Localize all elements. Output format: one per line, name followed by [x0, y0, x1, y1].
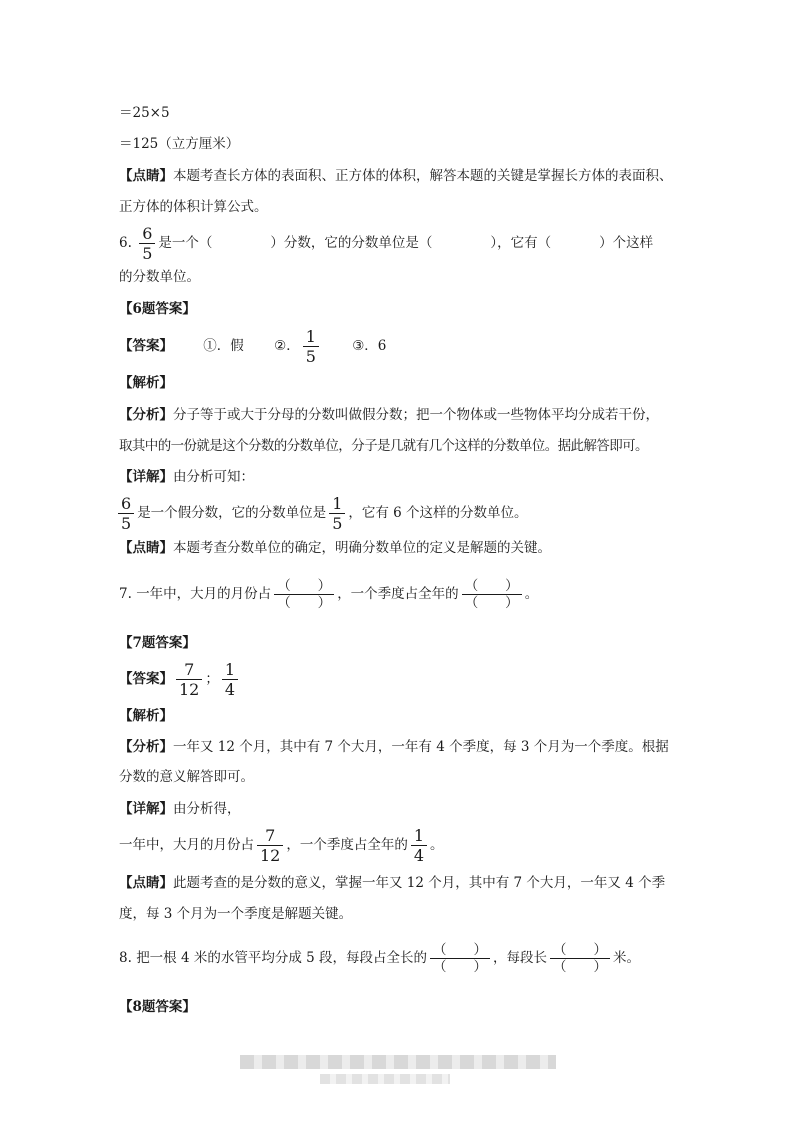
fraction-numerator: 1 [413, 826, 425, 845]
fraction-denominator: 12 [257, 845, 283, 865]
xiangjie-tag: 【详解】 [119, 801, 173, 817]
analysis-header: 【解析】 [119, 375, 173, 391]
q7-detail-line [119, 826, 444, 865]
calc-line: ＝25×5 [119, 105, 170, 121]
fraction [176, 660, 202, 699]
fraction [257, 826, 283, 865]
blank-fraction [430, 942, 490, 975]
fraction [411, 826, 427, 865]
answer-tag: 【答案】 [119, 338, 173, 354]
blank-denominator: （ ） [550, 958, 610, 975]
fraction-denominator: 4 [222, 679, 238, 699]
fraction-numerator: 1 [332, 494, 343, 513]
fraction [118, 494, 134, 533]
q6-fenxi-line [119, 406, 659, 424]
fraction-numerator: 1 [305, 327, 316, 346]
q7-dianjing-line [119, 874, 665, 892]
detail-text-b: ，一个季度占全年的 [286, 837, 408, 853]
dianjing-tag: 【点睛】 [119, 540, 173, 556]
question-number: 6. [119, 235, 132, 251]
answer-header: 【6题答案】 [119, 301, 196, 317]
q6-text-d: ）个这样 [599, 235, 654, 251]
detail-text-c: 。 [430, 837, 444, 853]
q8-question [119, 942, 640, 975]
fraction-denominator: 12 [176, 679, 202, 699]
fraction-numerator: 7 [265, 826, 276, 845]
blank-numerator: （ ） [553, 942, 608, 958]
q7-fenxi-line [119, 738, 669, 756]
fraction-numerator: 6 [121, 494, 132, 513]
q6-dianjing-line [119, 539, 551, 557]
q6-answer [119, 327, 386, 366]
analysis-header: 【解析】 [119, 708, 173, 724]
calc-result-line: ＝125（立方厘米） [119, 136, 240, 152]
q6-question [119, 224, 653, 263]
q7-text-b: ，一个季度占全年的 [337, 586, 459, 602]
fraction [139, 224, 155, 263]
answer-item: ①．假 [203, 338, 244, 354]
blurred-footer [240, 1055, 556, 1069]
answer-header: 【7题答案】 [119, 635, 196, 651]
fraction-numerator: 1 [224, 660, 236, 679]
fraction-denominator: 5 [139, 243, 155, 263]
q8-text-c: 米。 [613, 950, 641, 966]
fraction-numerator: 6 [142, 224, 153, 243]
comment-text: 本题考查长方体的表面积、正方体的体积，解答本题的关键是掌握长方体的表面积、 [173, 168, 673, 184]
fraction [222, 660, 238, 699]
blank-fraction [550, 942, 610, 975]
fraction-denominator: 5 [329, 513, 345, 533]
comment-tag: 【点睛】 [119, 168, 173, 184]
answer-item: ③．6 [352, 338, 387, 354]
fenxi-tag: 【分析】 [119, 407, 173, 423]
blank-fraction [462, 578, 522, 611]
q7-fenxi-line-2: 分数的意义解答即可。 [119, 769, 254, 785]
detail-text-a: 一年中，大月的月份占 [119, 837, 254, 853]
fenxi-text: 分子等于或大于分母的分数叫做假分数；把一个物体或一些物体平均分成若干份， [173, 407, 659, 423]
q6-text-c: ），它有（ [490, 235, 552, 251]
blank-numerator: （ ） [277, 578, 332, 594]
q7-text-a: 一年中，大月的月份占 [136, 586, 272, 602]
answer-item-prefix: ②． [274, 338, 300, 354]
q7-text-c: 。 [524, 586, 539, 602]
fraction-denominator: 5 [303, 346, 319, 366]
fraction [329, 494, 345, 533]
blank-denominator: （ ） [430, 958, 490, 975]
answer-tag: 【答案】 [119, 671, 173, 687]
blank-denominator: （ ） [462, 594, 522, 611]
dianjing-text: 此题考查的是分数的意义，掌握一年又 12 个月，其中有 7 个大月，一年又 4 个季 [173, 875, 666, 891]
detail-text-b: ，它有 6 个这样的分数单位。 [348, 505, 528, 521]
q7-xiangjie-line [119, 800, 241, 818]
q6-xiangjie-line [119, 468, 254, 486]
fraction-numerator: 7 [184, 660, 195, 679]
blank-fraction [274, 578, 334, 611]
answer-header: 【8题答案】 [119, 999, 196, 1015]
xiangjie-text: 由分析得， [173, 801, 241, 817]
dianjing-tag: 【点睛】 [119, 875, 173, 891]
q6-fenxi-line-2: 取其中的一份就是这个分数的分数单位，分子是几就有几个这样的分数单位。据此解答即可。 [119, 438, 648, 454]
blank-numerator: （ ） [433, 942, 488, 958]
q7-question [119, 578, 538, 611]
blank-numerator: （ ） [464, 578, 519, 594]
dianjing-text: 本题考查分数单位的确定，明确分数单位的定义是解题的关键。 [173, 540, 551, 556]
fenxi-tag: 【分析】 [119, 739, 173, 755]
fraction [303, 327, 319, 366]
fraction-denominator: 5 [118, 513, 134, 533]
q5-comment-line [119, 167, 673, 185]
blank-denominator: （ ） [274, 594, 334, 611]
detail-text-a: 是一个假分数，它的分数单位是 [137, 505, 327, 521]
q6-detail-line [115, 494, 528, 533]
q7-answer [119, 660, 241, 699]
question-number: 8. [119, 950, 132, 966]
q8-text-b: ，每段长 [493, 950, 548, 966]
q6-text-a: 是一个（ [158, 235, 213, 251]
answer-item [274, 327, 322, 366]
separator: ； [205, 671, 219, 687]
xiangjie-tag: 【详解】 [119, 469, 173, 485]
fenxi-text: 一年又 12 个月，其中有 7 个大月，一年有 4 个季度，每 3 个月为一个季度。根据 [173, 739, 669, 755]
q7-dianjing-line-2: 度，每 3 个月为一个季度是解题关键。 [119, 906, 353, 922]
q5-comment-line-2: 正方体的体积计算公式。 [119, 199, 268, 215]
q6-text-b: ）分数，它的分数单位是（ [270, 235, 433, 251]
blurred-footer-sub [320, 1074, 450, 1084]
q8-text-a: 把一根 4 米的水管平均分成 5 段，每段占全长的 [136, 950, 428, 966]
xiangjie-text: 由分析可知： [173, 469, 254, 485]
fraction-denominator: 4 [411, 845, 427, 865]
question-number: 7. [119, 586, 132, 602]
q6-question-line-2: 的分数单位。 [119, 269, 200, 285]
